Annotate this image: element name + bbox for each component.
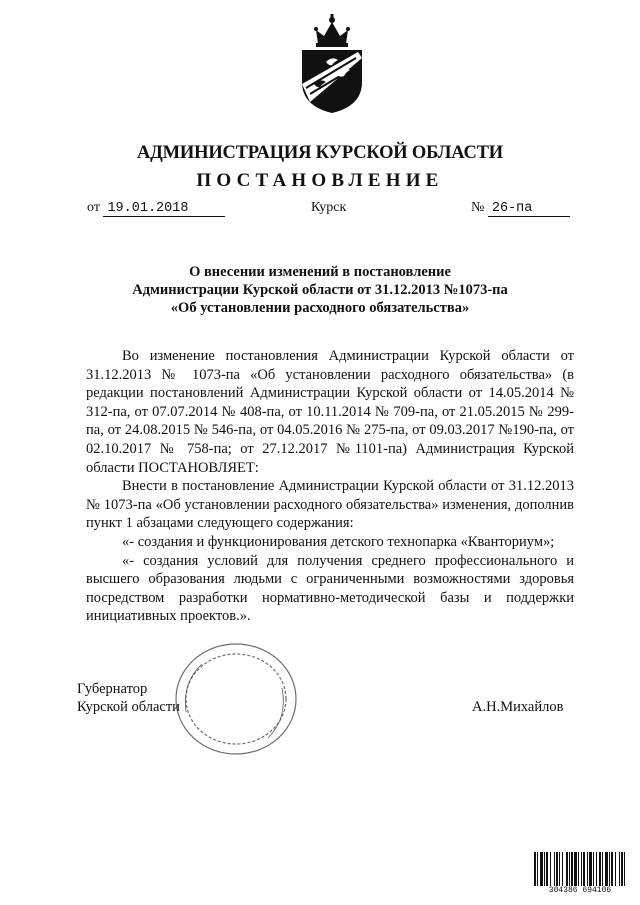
date-prefix: от xyxy=(87,200,100,215)
agency-name: АДМИНИСТРАЦИЯ КУРСКОЙ ОБЛАСТИ xyxy=(136,143,504,163)
signatory-title-line-2: Курской области xyxy=(77,699,180,715)
signatory-name: А.Н.Михайлов xyxy=(472,699,564,715)
subject-line-1: О внесении изменений в постановление xyxy=(189,264,451,280)
date-field xyxy=(87,200,225,217)
number-prefix: № xyxy=(471,200,485,215)
barcode-number: 304386 694106 xyxy=(532,886,628,895)
coat-of-arms-emblem xyxy=(296,14,368,114)
signatory-title xyxy=(77,680,180,716)
document-number: 26-па xyxy=(488,201,570,217)
body-paragraph-3: «- создания и функционирования детского технопарка «Кванториум»; xyxy=(122,533,555,550)
document-body xyxy=(86,347,574,626)
document-date: 19.01.2018 xyxy=(103,201,225,217)
document-city: Курск xyxy=(311,200,347,215)
subject-line-2: Администрации Курской области от 31.12.2013 №1073-па xyxy=(132,282,508,298)
office-stamp xyxy=(172,640,300,758)
body-paragraph-4: «- создания условий для получения среднего профессионального и высшего образования людьми с ограниченными возможностями здоровья посредством разработки нормативно-методической базы и поддержки инициативных проектов.». xyxy=(86,552,574,625)
document-subject xyxy=(0,263,640,317)
body-paragraph-2: Внести в постановление Администрации Курской области от 31.12.2013 № 1073-па «Об установлении расходного обязательства» изменения, дополнив пункт 1 абзацами следующего содержания: xyxy=(86,478,574,532)
subject-line-3: «Об установлении расходного обязательства» xyxy=(170,300,470,316)
document-type: ПОСТАНОВЛЕНИЕ xyxy=(196,170,444,191)
body-paragraph-1: Во изменение постановления Администрации Курской области от 31.12.2013 № 1073-па «Об установлении расходного обязательства» (в редакции постановлений Администрации Курской области от 14.05.2014 № 312-па, от 07.07.2014 № 408-па, от 10.11.2014 № 709-па, от 21.05.2015 № 299-па, от 24.08.2015 № 546-па, от 04.05.2016 № 275-па, от 09.03.2017 №190-па, от 02.10.2017 № 758-па; от 27.12.2017 №1101-па) Администрация Курской области ПОСТАНОВЛЯЕТ: xyxy=(86,348,574,476)
number-field xyxy=(471,200,570,217)
signatory-title-line-1: Губернатор xyxy=(77,681,148,697)
